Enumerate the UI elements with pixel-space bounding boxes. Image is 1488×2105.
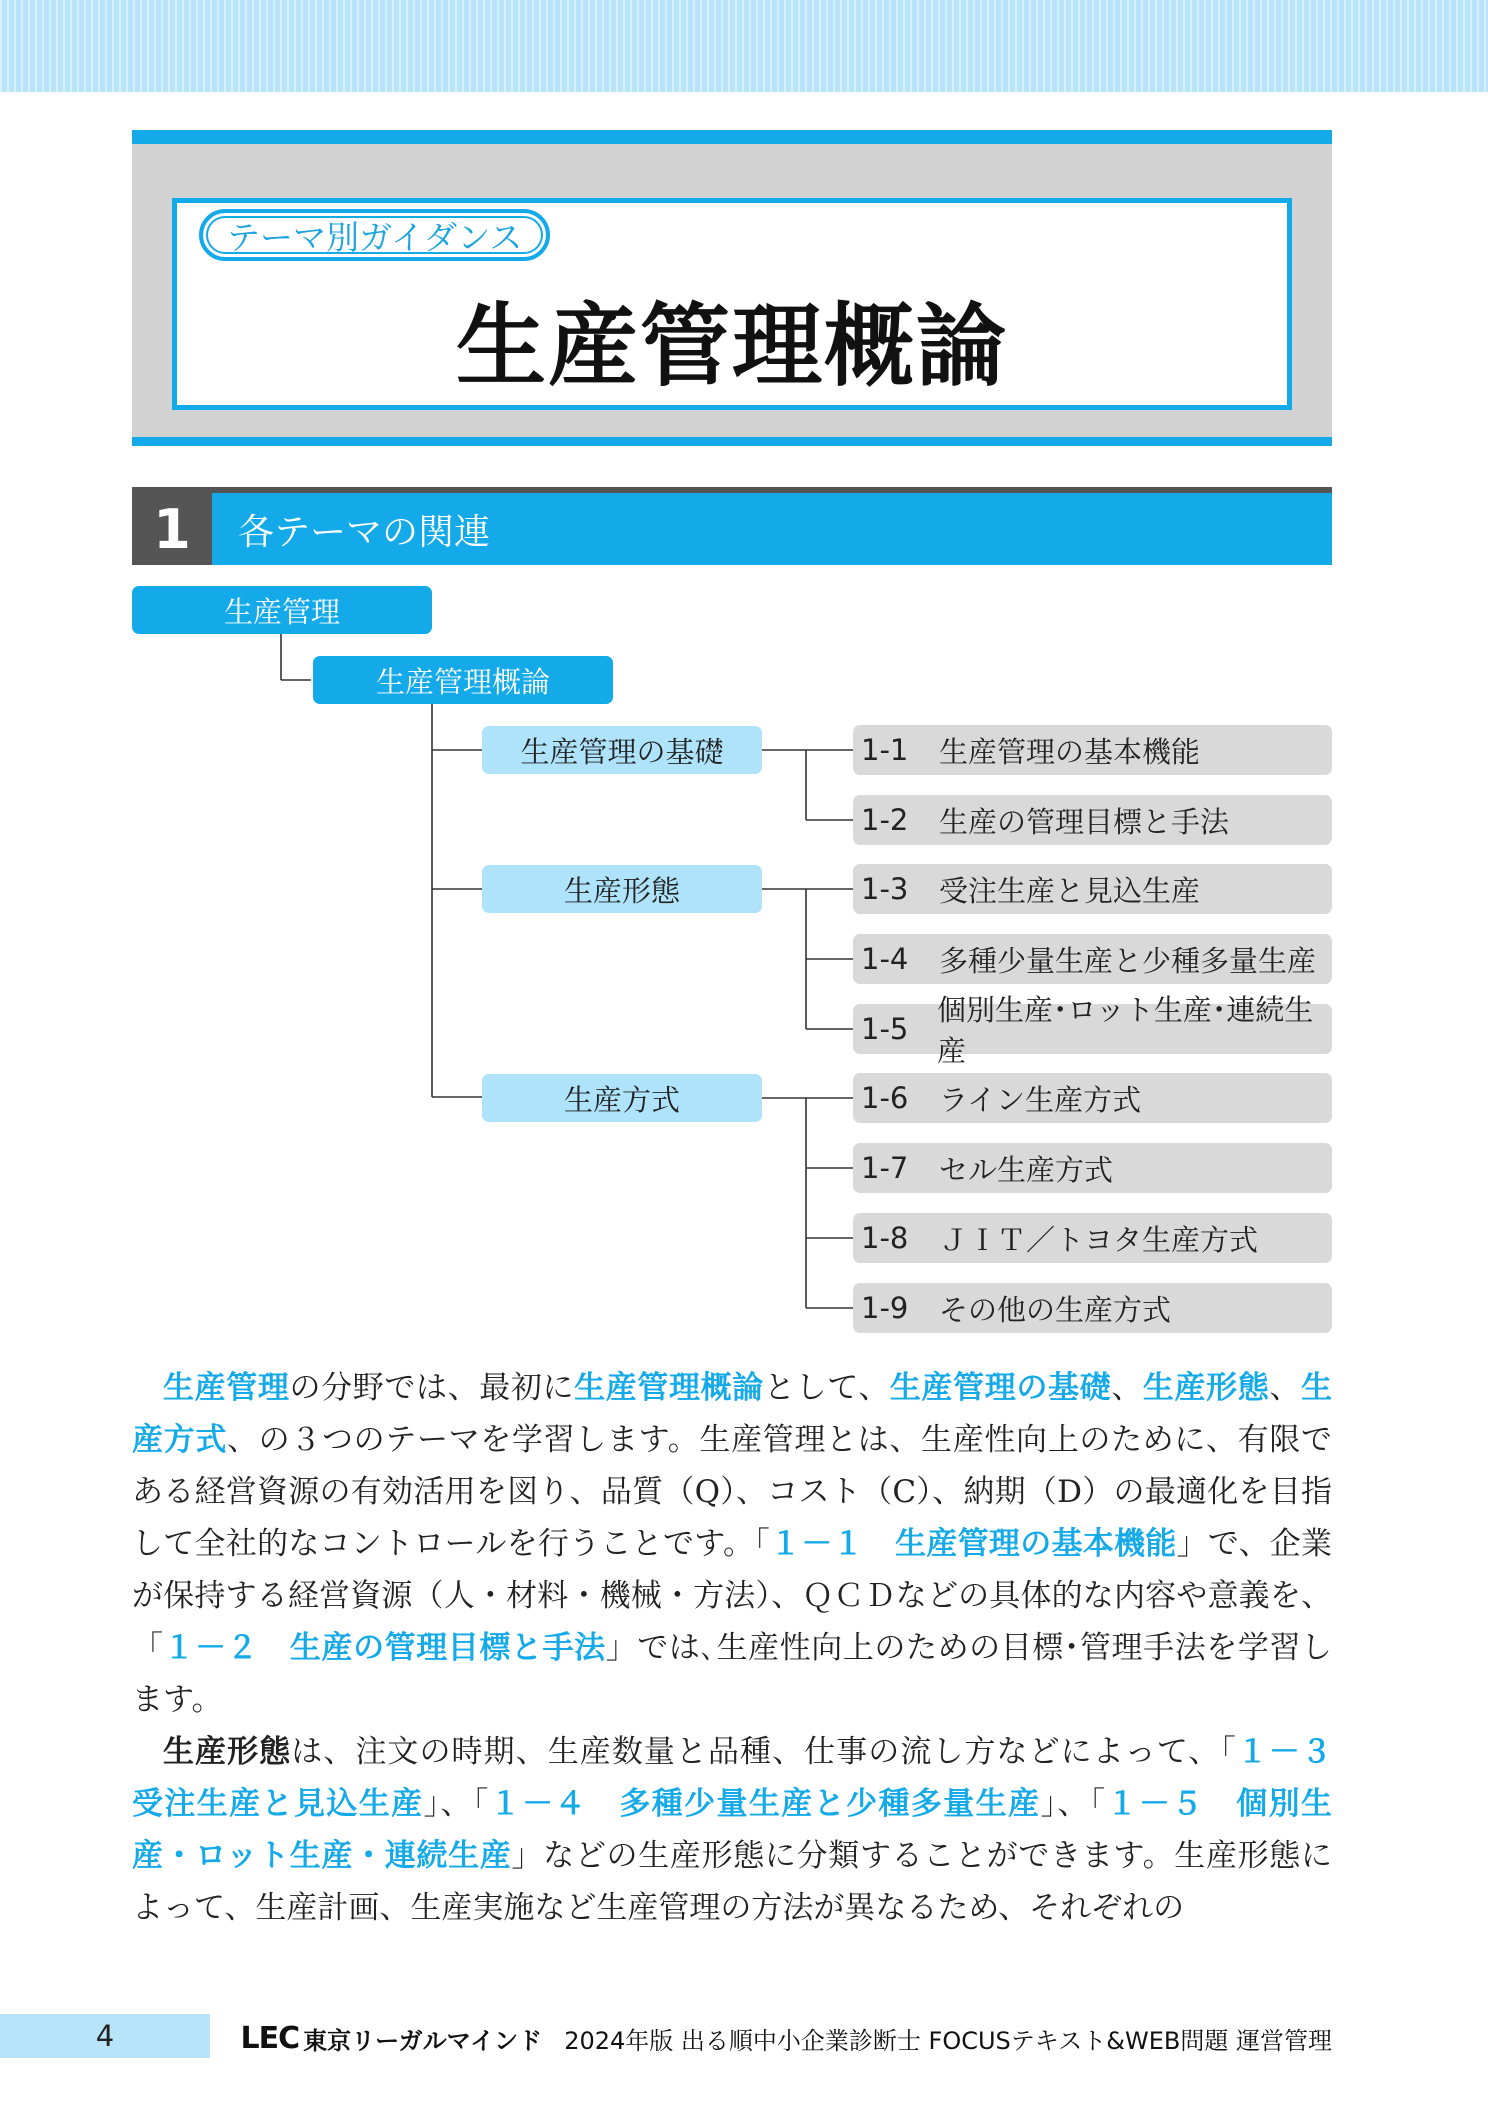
text-segment: 生産管理の基礎 xyxy=(889,1370,1112,1406)
text-segment: １－２ 生産の管理目標と手法 xyxy=(163,1630,606,1666)
text-segment: 」で、企業が保持する経営資源（人・材料・機械・方法）、ＱＣＤなどの具体的な内容や意義を、「 xyxy=(132,1526,1333,1666)
leaf-label: 受注生産と見込生産 xyxy=(939,873,1201,908)
text-segment: 生産形態 xyxy=(1142,1370,1270,1406)
text-segment: 生産形態 xyxy=(163,1734,292,1770)
text-segment: １－１ 生産管理の基本機能 xyxy=(770,1526,1177,1562)
text-segment: 」では､生産性向上のための目標･管理手法を学習します。 xyxy=(132,1630,1333,1718)
text-segment: １－４ 多種少量生産と少種多量生産 xyxy=(489,1786,1041,1822)
text-segment: 」などの生産形態に分類することができます。生産形態によって、生産計画、生産実施など生産管理の方法が異なるため、それぞれの xyxy=(132,1838,1332,1926)
leaf-number: 1-6 xyxy=(861,1081,909,1115)
tree-sub-node: 生産管理概論 xyxy=(313,656,613,704)
leaf-item xyxy=(853,1073,1332,1123)
body-paragraph xyxy=(132,1726,1363,1934)
body-text xyxy=(132,1362,1363,1934)
footer-publisher xyxy=(241,2016,1333,2060)
text-segment: は、注文の時期、生産数量と品種、仕事の流し方などによって、「 xyxy=(291,1734,1237,1770)
leaf-item xyxy=(853,993,1332,1068)
text-segment: 生産管理概論 xyxy=(574,1370,764,1406)
leaf-number: 1-1 xyxy=(861,733,909,767)
category-node-forms: 生産形態 xyxy=(482,865,762,913)
text-segment: 生産方式 xyxy=(132,1370,1333,1458)
leaf-label: その他の生産方式 xyxy=(939,1292,1172,1327)
leaf-label: 多種少量生産と少種多量生産 xyxy=(939,943,1317,978)
leaf-label: 個別生産･ロット生産･連続生産 xyxy=(937,993,1314,1068)
publisher-name: 東京リーガルマインド xyxy=(303,2026,543,2055)
leaf-item xyxy=(853,795,1332,845)
leaf-item xyxy=(853,1213,1332,1263)
page-number: 4 xyxy=(0,2014,210,2058)
leaf-label: セル生産方式 xyxy=(939,1152,1114,1187)
leaf-item xyxy=(853,1283,1332,1333)
page-title: 生産管理概論 xyxy=(456,294,1008,399)
leaf-item xyxy=(853,864,1332,914)
leaf-label: 生産管理の基本機能 xyxy=(939,734,1201,769)
tree-root-node: 生産管理 xyxy=(132,586,432,634)
top-decorative-band xyxy=(0,0,1488,92)
leaf-label: 生産の管理目標と手法 xyxy=(939,804,1230,839)
section-title: 各テーマの関連 xyxy=(238,511,491,553)
text-segment: 、の３つのテーマを学習します。生産管理とは、生産性向上のために、有限である経営資源の有効活用を図り、品質（Q）、コスト（C）、納期（D）の最適化を目指して全社的なコントロールを行うことです。「 xyxy=(132,1422,1332,1562)
text-segment: の分野では、最初に xyxy=(289,1370,575,1406)
text-segment: として、 xyxy=(763,1370,890,1406)
category-node-basics: 生産管理の基礎 xyxy=(482,726,762,774)
text-segment: 、 xyxy=(1111,1370,1143,1406)
title-frame xyxy=(172,198,1292,410)
book-title: 2024年版 出る順中小企業診断士 FOCUSテキスト&WEB問題 運営管理 xyxy=(564,2026,1332,2055)
text-segment: 」、「 xyxy=(423,1786,490,1822)
leaf-number: 1-5 xyxy=(861,1012,909,1046)
leaf-item xyxy=(853,725,1332,775)
text-segment: 」、「 xyxy=(1040,1786,1107,1822)
leaf-label: ＪＩＴ／トヨタ生産方式 xyxy=(939,1222,1259,1257)
leaf-item xyxy=(853,1143,1332,1193)
section-heading xyxy=(132,487,1332,565)
leaf-number: 1-7 xyxy=(861,1151,909,1185)
leaf-item xyxy=(853,934,1332,984)
category-node-methods: 生産方式 xyxy=(482,1074,762,1122)
text-segment: 生産管理 xyxy=(163,1370,290,1406)
body-paragraph xyxy=(132,1362,1332,1726)
leaf-label: ライン生産方式 xyxy=(939,1082,1142,1117)
leaf-number: 1-9 xyxy=(861,1291,909,1325)
theme-guidance-badge: テーマ別ガイダンス xyxy=(199,209,550,261)
text-segment: 、 xyxy=(1269,1370,1302,1406)
leaf-number: 1-2 xyxy=(861,803,909,837)
section-number: 1 xyxy=(132,493,212,565)
title-block xyxy=(132,130,1332,446)
leaf-number: 1-8 xyxy=(861,1221,909,1255)
leaf-number: 1-4 xyxy=(861,942,909,976)
text-segment: １－５ 個別生産・ロット生産・連続生産 xyxy=(132,1786,1333,1874)
lec-logo: LEC xyxy=(240,2020,300,2056)
leaf-number: 1-3 xyxy=(861,872,909,906)
text-segment: １－３ 受注生産と見込生産 xyxy=(132,1734,1363,1822)
